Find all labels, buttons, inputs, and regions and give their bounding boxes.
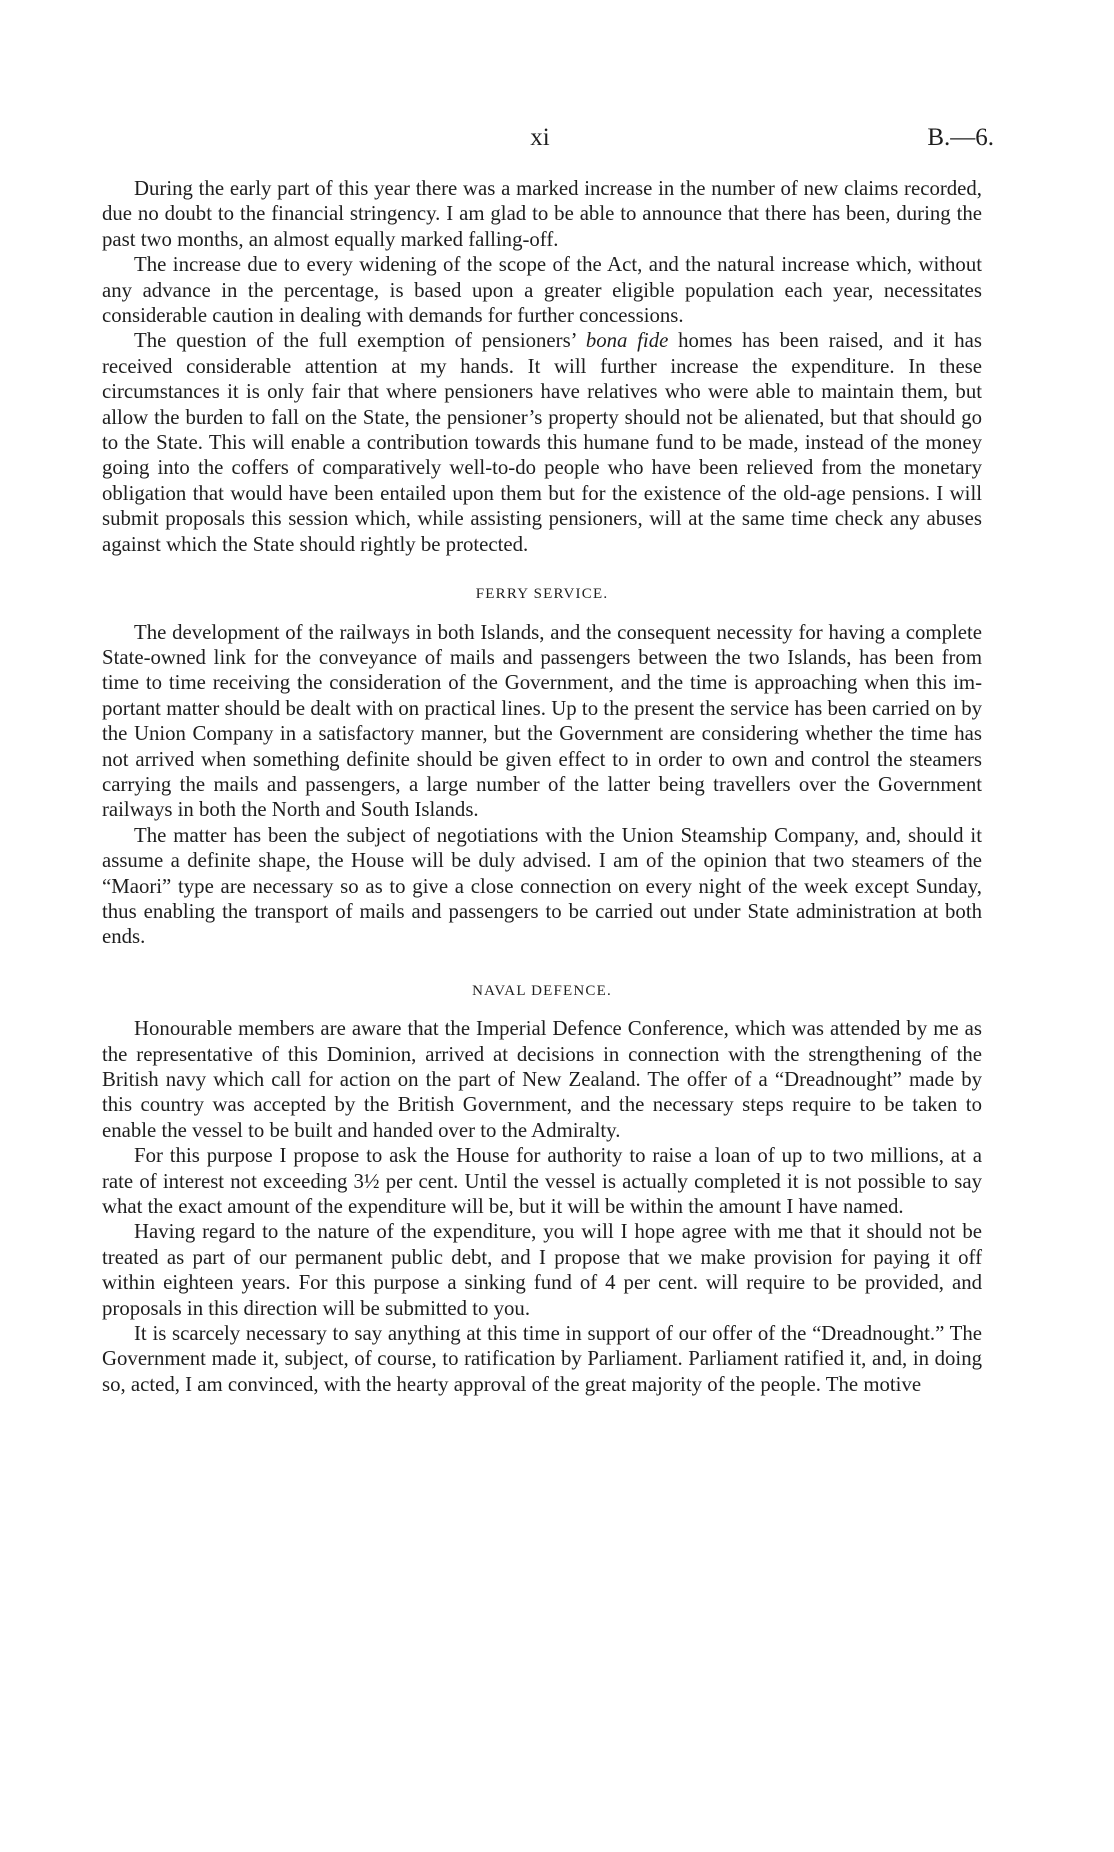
- body-text: [102, 176, 982, 1397]
- italic-phrase: bona fide: [585, 329, 669, 353]
- paragraph-text: The question of the full exemption of pensioners’: [134, 329, 586, 353]
- paragraph-imperial-conference: Honourable members are aware that the Imperial Defence Conference, which was attended by me as the representative of this Dominion, arrived at decisions in connection with the strengthening of the British navy which call for action on the part of New Zealand. The offer of a “Dreadnought” made by this country was accepted by the British Government, and the necessary steps require to be taken to enable the vessel to be built and handed over to the Admiralty.: [102, 1017, 982, 1142]
- paragraph-text: For this purpose I propose to ask the House for authority to raise a loan of up to two millions, at a rate of interest not exceeding: [102, 1144, 982, 1193]
- section-heading-naval-defence: NAVAL DEFENCE.: [472, 982, 612, 999]
- paragraph-text: per cent. Until the vessel is actually completed it is not possible to say what the exact amount of the expenditure will be, but it will be within the amount I have named.: [102, 1169, 982, 1219]
- paragraph-railway-link: The development of the railways in both Islands, and the consequent necessity for having a complete State-owned link for the conveyance of mails and passengers between the two Islands, has been from time to time receiving the consideration of the Government, and the time is approaching when this important matter should be dealt with on practical lines. Up to the present the service has been carried on by the Union Company in a satisfactory manner, but the Government are considering whether the time has not arrived when something definite should be given effect to in order to own and control the steamers carrying the mails and passengers, a large number of the latter being travellers over the Government railways in both the North and South Islands.: [102, 620, 982, 822]
- paragraph-sinking-fund: Having regard to the nature of the expenditure, you will I hope agree with me that it should not be treated as part of our permanent public debt, and I propose that we make provision for paying it off within eighteen years. For this purpose a sinking fund of 4 per cent. will require to be provided, and proposals in this direction will be submitted to you.: [102, 1220, 982, 1320]
- section-heading-ferry-service: FERRY SERVICE.: [475, 586, 609, 603]
- document-reference: B.—6.: [927, 124, 994, 151]
- paragraph-new-claims: During the early part of this year there was a marked increase in the number of new claims recorded, due no doubt to the financial stringency. I am glad to be able to announce that there has been, during the past two months, an almost equally marked falling-off.: [102, 177, 982, 251]
- page-header: [86, 124, 994, 158]
- paragraph-bona-fide-homes: [102, 328, 982, 557]
- paragraph-union-negotiations: The matter has been the subject of negotiations with the Union Steamship Company, and, should it assume a definite shape, the House will be duly advised. I am of the opinion that two steamers of the “Maori” type are necessary so as to give a close connection on every night of the week except Sunday, thus enabling the transport of mails and passengers to be carried out under State administration at both ends.: [102, 823, 982, 949]
- paragraph-text: homes has been raised, and it has received considerable attention at my hands. It will further increase the expenditure. In these circumstances it is only fair that where pensioners have relatives who were able to maintain them, but allow the burden to fall on the State, the pensioner’s property should not be alienated, but that should go to the State. This will enable a contribution towards this humane fund to be made, instead of the money going into the coffers of comparatively well-to-do people who have been relieved from the monetary obligation that would have been entailed upon them but for the existence of the old-age pensions. I will submit proposals this session which, while assisting pensioners, will at the same time check any abuses against which the State should rightly be protected.: [102, 329, 982, 556]
- paragraph-dreadnought-offer: It is scarcely necessary to say anything at this time in support of our offer of the “Dreadnought.” The Government made it, subject, of course, to ratification by Parliament. Parliament ratified it, and, in doing so, acted, I am convinced, with the hearty approval of the great majority of the people. The motive: [102, 1322, 982, 1396]
- page-number: xi: [530, 124, 550, 151]
- paragraph-loan-authority: [102, 1143, 982, 1219]
- interest-rate: 3½: [353, 1169, 380, 1193]
- paragraph-increase-caution: The increase due to every widening of the scope of the Act, and the natural increase which, without any advance in the percentage, is based upon a greater eligible population each year, necessitates considerable caution in dealing with demands for further concessions.: [102, 253, 982, 328]
